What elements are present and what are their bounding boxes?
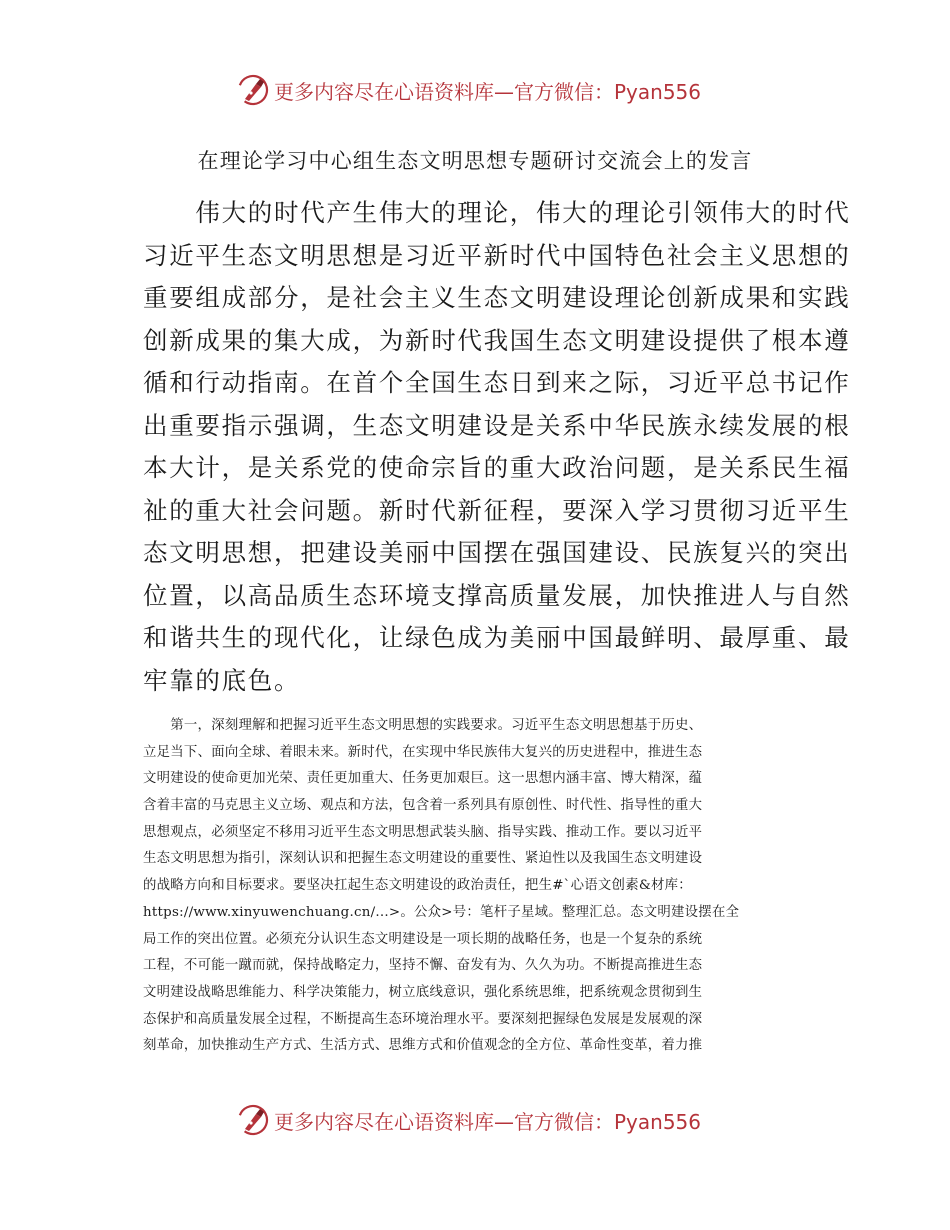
paragraph-line: 文明建设的使命更加光荣、责任更加重大、任务更加艰巨。这一思想内涵丰富、博大精深，蕴: [143, 771, 703, 787]
watermark-text: 更多内容尽在心语资料库—官方微信：Pyan556: [274, 79, 702, 104]
paragraph-line: 出重要指示强调，生态文明建设是关系中华民族永续发展的根: [143, 410, 851, 440]
footer-watermark-banner: [0, 1100, 950, 1140]
intro-paragraph: [143, 192, 851, 702]
paragraph-line: 本大计，是关系党的使命宗旨的重大政治问题，是关系民生福: [143, 453, 851, 482]
paragraph-line: 态文明思想，把建设美丽中国摆在强国建设、民族复兴的突出: [143, 538, 851, 567]
pen-nib-icon: [236, 73, 270, 107]
paragraph-line: 立足当下、面向全球、着眼未来。新时代，在实现中华民族伟大复兴的历史进程中，推进生态: [143, 744, 703, 760]
paragraph-line: 创新成果的集大成，为新时代我国生态文明建设提供了根本遵: [143, 325, 851, 355]
paragraph-line: 工程，不可能一蹴而就，保持战略定力，坚持不懈、奋发有为、久久为功。不断提高推进生态: [143, 958, 703, 974]
watermark-text: 更多内容尽在心语资料库—官方微信：Pyan556: [274, 1109, 702, 1134]
paragraph-line: 刻革命，加快推动生产方式、生活方式、思维方式和价值观念的全方位、革命性变革，着力推: [143, 1038, 703, 1054]
paragraph-line: 和谐共生的现代化，让绿色成为美丽中国最鲜明、最厚重、最: [143, 623, 851, 652]
header-watermark-banner: [0, 70, 950, 110]
document-title: 在理论学习中心组生态文明思想专题研讨交流会上的发言: [197, 149, 753, 173]
paragraph-line: 重要组成部分，是社会主义生态文明建设理论创新成果和实践: [143, 283, 851, 312]
paragraph-line: 的战略方向和目标要求。要坚决扛起生态文明建设的政治责任，把生#`心语文创素&材库：: [143, 878, 692, 894]
paragraph-line: 生态文明思想为指引，深刻认识和把握生态文明建设的重要性、紧迫性以及我国生态文明建设: [143, 851, 703, 867]
body-paragraph: [143, 713, 833, 1060]
paragraph-line: 态保护和高质量发展全过程，不断提高生态环境治理水平。要深刻把握绿色发展是发展观的深: [143, 1011, 703, 1027]
paragraph-line: 思想观点，必须坚定不移用习近平生态文明思想武装头脑、指导实践、推动工作。要以习近平: [143, 824, 703, 840]
paragraph-line: 伟大的时代产生伟大的理论，伟大的理论引领伟大的时代: [143, 198, 851, 227]
paragraph-line: 习近平生态文明思想是习近平新时代中国特色社会主义思想的: [143, 240, 851, 270]
paragraph-line: 第一，深刻理解和把握习近平生态文明思想的实践要求。习近平生态文明思想基于历史、: [143, 718, 703, 733]
paragraph-line: 循和行动指南。在首个全国生态日到来之际，习近平总书记作: [143, 368, 851, 397]
paragraph-line: 含着丰富的马克思主义立场、观点和方法，包含着一系列具有原创性、时代性、指导性的重大: [143, 798, 703, 814]
paragraph-line: 局工作的突出位置。必须充分认识生态文明建设是一项长期的战略任务，也是一个复杂的系统: [143, 931, 703, 947]
paragraph-line: 牢靠的底色。: [143, 665, 301, 695]
paragraph-line: 文明建设战略思维能力、科学决策能力，树立底线意识，强化系统思维，把系统观念贯彻到生: [143, 984, 703, 1000]
pen-nib-icon: [236, 1103, 270, 1137]
paragraph-line: 位置，以高品质生态环境支撑高质量发展，加快推进人与自然: [143, 580, 851, 610]
paragraph-line: 祉的重大社会问题。新时代新征程，要深入学习贯彻习近平生: [143, 495, 851, 525]
paragraph-line: https://www.xinyuwenchuang.cn/...>。公众>号：笔杆子星域。整理汇总。态文明建设摆在全: [143, 904, 740, 920]
